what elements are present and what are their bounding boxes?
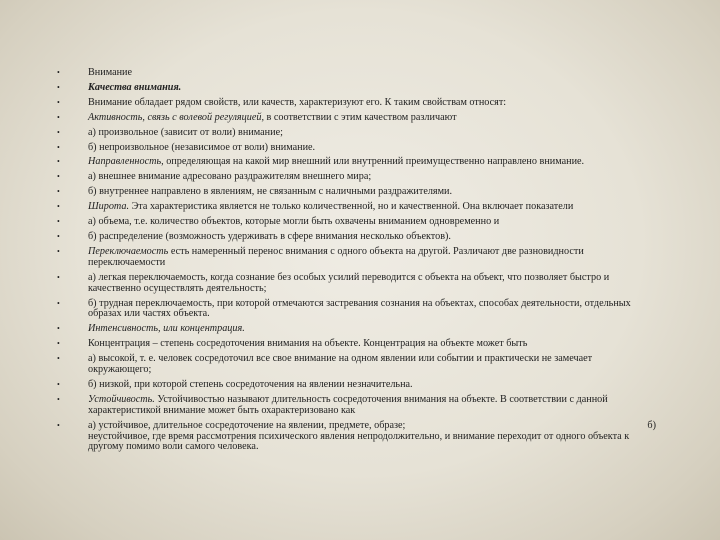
list-item	[52, 202, 656, 213]
list-item	[52, 187, 656, 198]
item-text: а) легкая переключаемость, когда сознание без особых усилий переводится с объекта на объект, что позволяет быстро и качественно осуществлять деятельность;	[88, 271, 610, 294]
bullet-list	[52, 68, 656, 457]
item-text: • а) устойчивое, длительное сосредоточение на явлении, предмете, образе;	[88, 419, 406, 431]
item-text: Эта характеристика является не только количественной, но и качественной. Она включает показатели	[129, 201, 574, 213]
item-text: есть намеренный перенос внимания с одного объекта на другой. Различают две разновидности переключаемости	[88, 245, 584, 268]
item-term: Переключаемость	[88, 245, 169, 257]
item-text: а) объема, т.е. количество объектов, которые могли быть охвачены вниманием одновременно и	[88, 216, 500, 228]
item-heading: Качества внимания.	[88, 81, 182, 93]
item-text: определяющая на какой мир внешний или внутренний преимущественно направлено внимание.	[163, 156, 585, 168]
item-text: б)	[647, 419, 656, 431]
list-item	[52, 172, 656, 183]
list-item	[52, 354, 656, 376]
item-term: Широта.	[88, 201, 130, 213]
item-text: Внимание обладает рядом свойств, или качеств, характеризуют его. К таким свойствам относят:	[88, 96, 507, 108]
list-item	[52, 299, 656, 321]
list-item	[52, 324, 656, 335]
list-item	[52, 380, 656, 391]
item-text: Устойчивостью называют длительность сосредоточения внимания на объекте. В соответствии с данной характеристикой внимание может быть охарактеризовано как	[88, 393, 608, 416]
list-item	[52, 247, 656, 269]
list-item	[52, 273, 656, 295]
list-item	[52, 113, 656, 124]
item-line	[88, 421, 656, 432]
list-item	[52, 143, 656, 154]
item-text: а) внешнее внимание адресовано раздражителям внешнего мира;	[88, 171, 372, 183]
list-item	[52, 421, 656, 454]
item-term: Направленность,	[88, 156, 164, 168]
item-text: б) непроизвольное (независимое от воли) внимание.	[88, 141, 316, 153]
item-term: Активность, связь с волевой регуляцией,	[88, 111, 264, 123]
item-text: б) трудная переключаемость, при которой отмечаются застревания сознания на объектах, способах деятельности, отдельных образах или частях объекта.	[88, 297, 631, 320]
item-text: б) низкой, при которой степень сосредоточения на явлении незначительна.	[88, 378, 413, 390]
list-item	[52, 128, 656, 139]
item-text: б) распределение (возможность удерживать в сфере внимания несколько объектов).	[88, 230, 451, 242]
item-text: неустойчивое, где время рассмотрения психического явления непродолжительно, и внимание переходит от одного объекта к другому помимо воли самого человека.	[88, 430, 630, 453]
item-text: Концентрация – степень сосредоточения внимания на объекте. Концентрация на объекте может быть	[88, 338, 528, 350]
list-item	[52, 339, 656, 350]
list-item	[52, 98, 656, 109]
list-item	[52, 83, 656, 94]
item-text: а) произвольное (зависит от воли) внимание;	[88, 126, 283, 138]
item-term: Устойчивость.	[88, 393, 155, 405]
item-text: в соответствии с этим качеством различают	[264, 111, 457, 123]
list-item	[52, 395, 656, 417]
list-item	[52, 232, 656, 243]
item-text: б) внутреннее направлено в явлениям, не связанным с наличными раздражителями.	[88, 186, 453, 198]
item-text: Внимание	[88, 67, 133, 78]
list-item	[52, 217, 656, 228]
item-term: Интенсивность, или концентрация.	[88, 323, 245, 335]
item-text: а) высокой, т. е. человек сосредоточил все свое внимание на одном явлении или событии и практически не замечает окружающего;	[88, 353, 593, 376]
list-item	[52, 157, 656, 168]
list-item	[52, 68, 656, 79]
